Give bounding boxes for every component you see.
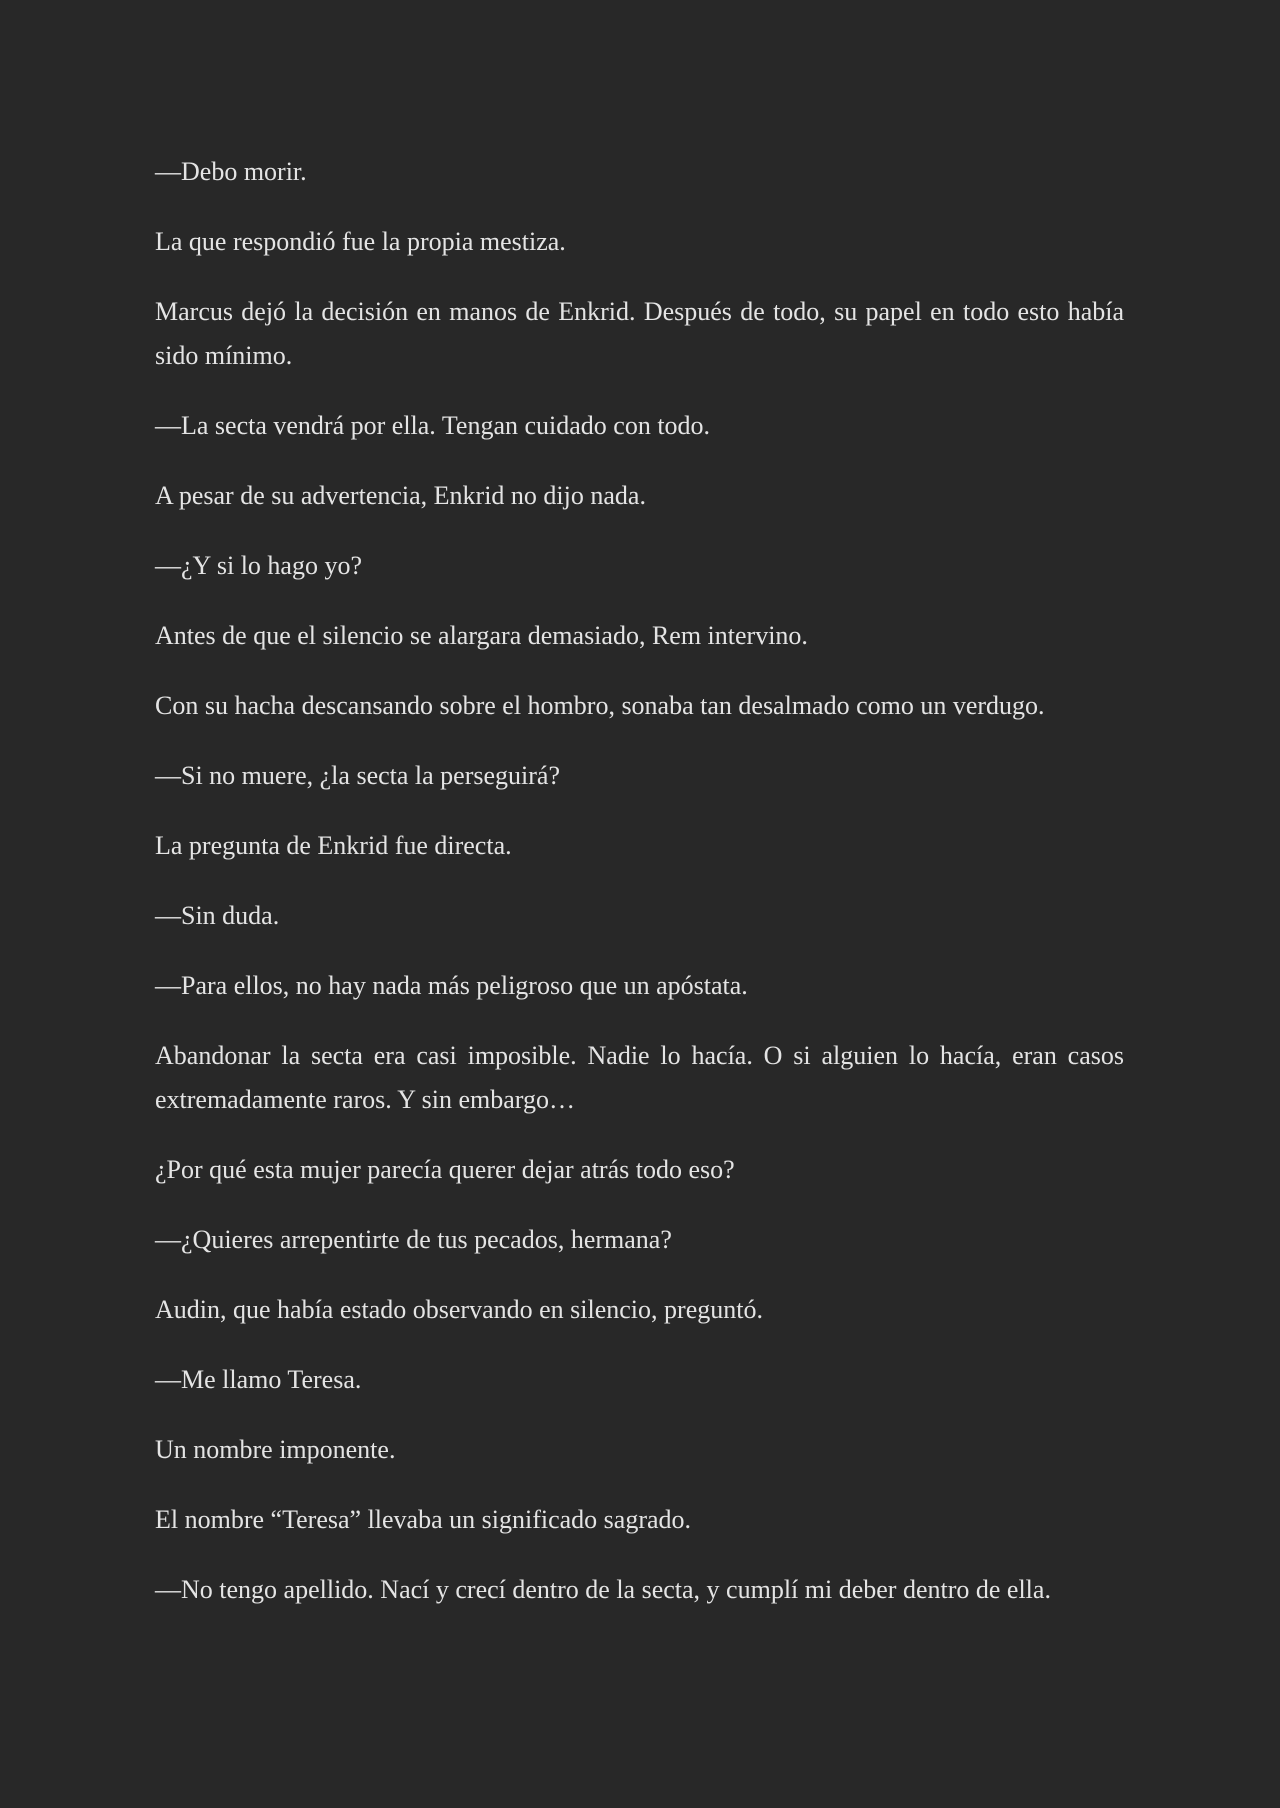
- paragraph: A pesar de su advertencia, Enkrid no dijo nada.: [155, 481, 646, 510]
- paragraph: Marcus dejó la decisión en manos de Enkrid. Después de todo, su papel en todo esto había sido mínimo.: [155, 297, 1124, 370]
- paragraph: —Me llamo Teresa.: [155, 1365, 362, 1394]
- paragraph: —Sin duda.: [155, 901, 280, 930]
- paragraph: Audin, que había estado observando en silencio, preguntó.: [155, 1295, 763, 1324]
- paragraph: La que respondió fue la propia mestiza.: [155, 227, 566, 256]
- paragraph: —¿Quieres arrepentirte de tus pecados, hermana?: [155, 1225, 672, 1254]
- paragraph: —Para ellos, no hay nada más peligroso que un apóstata.: [155, 971, 748, 1000]
- paragraph: Con su hacha descansando sobre el hombro, sonaba tan desalmado como un verdugo.: [155, 691, 1045, 720]
- paragraph: La pregunta de Enkrid fue directa.: [155, 831, 512, 860]
- paragraph: El nombre “Teresa” llevaba un significado sagrado.: [155, 1505, 692, 1534]
- paragraph: —¿Y si lo hago yo?: [155, 551, 362, 580]
- paragraph: —No tengo apellido. Nací y crecí dentro de la secta, y cumplí mi deber dentro de ella.: [155, 1575, 1051, 1604]
- paragraph: —La secta vendrá por ella. Tengan cuidado con todo.: [155, 411, 711, 440]
- paragraph: —Si no muere, ¿la secta la perseguirá?: [155, 761, 560, 790]
- paragraph: Antes de que el silencio se alargara demasiado, Rem intervino.: [155, 621, 808, 650]
- paragraph: Un nombre imponente.: [155, 1435, 396, 1464]
- paragraph: —Debo morir.: [155, 157, 307, 186]
- paragraph: Abandonar la secta era casi imposible. Nadie lo hacía. O si alguien lo hacía, eran casos extremadamente raros. Y sin embargo…: [155, 1041, 1124, 1114]
- paragraph: ¿Por qué esta mujer parecía querer dejar atrás todo eso?: [155, 1155, 735, 1184]
- chapter-text: [155, 150, 1124, 1612]
